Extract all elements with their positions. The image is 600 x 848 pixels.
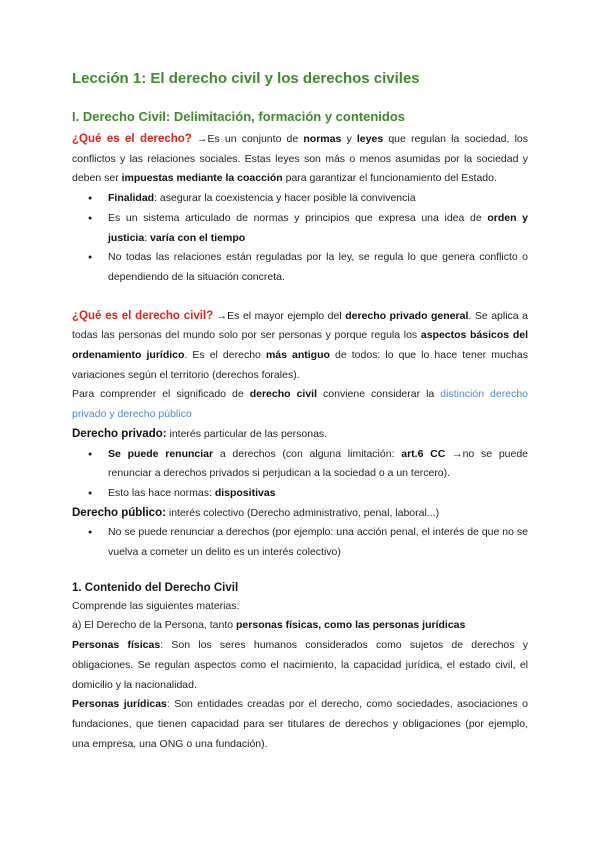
list-item: ● Se puede renunciar a derechos (con alguna limitación: art.6 CC →no se puede renunciar a derechos privados si perjudican a la sociedad o a un tercero). [108,445,528,484]
private-law-line: Derecho privado: interés particular de las personas. [72,427,328,440]
paragraph-what-is-civil-law: ¿Qué es el derecho civil? →Es el mayor ejemplo del derecho privado general. Se aplica a todas las personas del mundo solo por ser personas y porque regula los aspectos básicos del ordenamiento jurídico. Es el derecho más antiguo de todos: lo que lo hace tener muchas variaciones según el territorio (derechos forales). [72,309,528,381]
lesson-title: Lección 1: El derecho civil y los derechos civiles [72,70,420,87]
public-law-label: Derecho público: [72,506,166,519]
list-item: ● No se puede renunciar a derechos (por ejemplo: una acción penal, el interés de que no se vuelva a cometer un delito es un interés colectivo) [108,523,528,562]
natural-persons-paragraph: Personas físicas: Son los seres humanos considerados como sujetos de derechos y obligaciones. Se regulan aspectos como el nacimiento, la capacidad jurídica, el estado civil, el domicilio y la nacionalidad. [72,639,528,691]
contents-item-a: a) El Derecho de la Persona, tanto personas físicas, como las personas jurídicas [72,619,466,632]
distinction-link[interactable]: distinción derecho privado y derecho público [72,388,529,421]
law-bullet-list [72,189,528,288]
private-law-list [72,445,528,504]
private-law-label: Derecho privado: [72,427,167,440]
paragraph-what-is-law: ¿Qué es el derecho? →Es un conjunto de normas y leyes que regulan la sociedad, los conflictos y las relaciones sociales. Estas leyes son más o menos asumidas por la sociedad y deben ser impuestas mediante la coacción para garantizar el funcionamiento del Estado. [72,133,529,185]
list-item: ● Finalidad: asegurar la coexistencia y hacer posible la convivencia [108,189,528,209]
list-item: ● No todas las relaciones están reguladas por la ley, se regula lo que genera conflicto o dependiendo de la situación concreta. [108,248,528,287]
section-heading: I. Derecho Civil: Delimitación, formación y contenidos [72,109,406,124]
legal-persons-paragraph: Personas jurídicas: Son entidades creadas por el derecho, como sociedades, asociaciones o fundaciones, que tienen capacidad para ser titulares de derechos y obligaciones (por ejemplo, una empresa, una ONG o una fundación). [72,698,528,750]
public-law-line: Derecho público: interés colectivo (Derecho administrativo, penal, laboral...) [72,506,440,519]
contents-intro: Comprende las siguientes materias: [72,599,240,612]
list-item: ● Es un sistema articulado de normas y principios que expresa una idea de orden y justicia: varía con el tiempo [108,209,528,248]
list-item: ● Esto las hace normas: dispositivas [108,484,528,504]
question-label: ¿Qué es el derecho? [72,133,192,145]
public-law-list [72,523,528,562]
question-label: ¿Qué es el derecho civil? [72,309,214,322]
paragraph-distinction: Para comprender el significado de derecho civil conviene considerar la distinción derecho privado y derecho público [72,388,529,421]
subsection-heading: 1. Contenido del Derecho Civil [72,581,239,594]
